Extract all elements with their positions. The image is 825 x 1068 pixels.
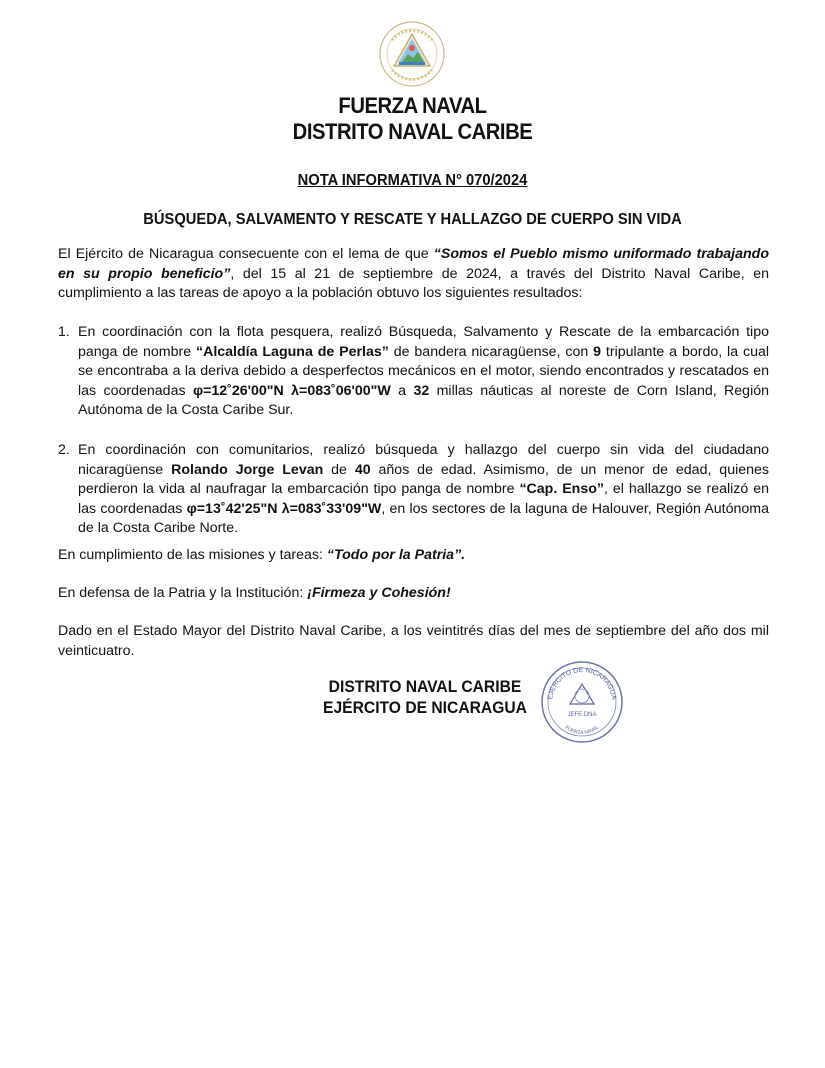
- list-item: [58, 441, 769, 539]
- coordinates: φ=13˚42'25"N λ=083˚33'09"W: [186, 500, 382, 517]
- missions-paragraph: [58, 546, 769, 566]
- list-item-text: [78, 323, 769, 421]
- item-text: de: [323, 461, 355, 478]
- official-stamp-icon: [540, 660, 624, 744]
- defense-motto: ¡Firmeza y Cohesión!: [307, 585, 451, 601]
- missions-text: En cumplimiento de las misiones y tareas:: [58, 547, 327, 563]
- item-text: , el hallazgo se realizó en las coordenadas: [78, 481, 769, 517]
- defense-paragraph: [58, 584, 769, 604]
- subject-heading: BÚSQUEDA, SALVAMENTO Y RESCATE Y HALLAZGO DE CUERPO SIN VIDA: [143, 211, 682, 228]
- crew-count: 9: [593, 343, 602, 360]
- seal-ring-text: EJERCITO DE NICARAGUA: [547, 666, 617, 701]
- seal-center-text: JEFE DNA: [567, 712, 597, 718]
- intro-text-1: El Ejército de Nicaragua consecuente con el lema de que: [58, 246, 434, 262]
- nicaragua-coat-of-arms-icon: [378, 20, 446, 88]
- list-item-number: 2.: [58, 442, 70, 458]
- item-text: millas náuticas al noreste de Corn Island, Región Autónoma de la Costa Caribe Sur.: [78, 382, 770, 418]
- item-text: años de edad. Asimismo, de un menor de edad, quienes perdieron la vida al naufragar la embarcación tipo panga de nombre: [78, 461, 769, 497]
- list-item: [58, 323, 769, 421]
- coordinates: φ=12˚26'00"N λ=083˚06'00"W: [192, 382, 391, 399]
- intro-text-2: , del 15 al 21 de septiembre de 2024, a través del Distrito Naval Caribe, en cumplimiento a las tareas de apoyo a la población obtuvo los siguientes resultados:: [58, 265, 769, 301]
- vessel-name: “Alcaldía Laguna de Perlas”: [196, 343, 389, 360]
- item-text: a: [390, 382, 414, 399]
- intro-paragraph: [58, 245, 769, 304]
- person-age: 40: [354, 461, 371, 478]
- distance-miles: 32: [413, 382, 430, 399]
- closing-paragraph: Dado en el Estado Mayor del Distrito Naval Caribe, a los veintitrés días del mes de septiembre del año dos mil veinticuatro.: [58, 623, 769, 659]
- list-item-number: 1.: [58, 324, 70, 340]
- person-name: Rolando Jorge Levan: [171, 461, 324, 478]
- header-line-1: FUERZA NAVAL: [338, 93, 487, 118]
- missions-motto: “Todo por la Patria”.: [326, 547, 466, 563]
- seal-bottom-text: FUERZA NAVAL: [563, 724, 601, 737]
- item-text: , en los sectores de la laguna de Halouver, Región Autónoma de la Costa Caribe Norte.: [78, 500, 770, 536]
- item-text: de bandera nicaragüense, con: [388, 343, 594, 360]
- item-text: En coordinación con comunitarios, realizó búsqueda y hallazgo del cuerpo sin vida del ciudadano nicaragüense: [78, 442, 769, 478]
- note-title: NOTA INFORMATIVA N° 070/2024: [297, 172, 528, 189]
- svg-text:FUERZA NAVAL: [564, 724, 601, 736]
- header-line-2: DISTRITO NAVAL CARIBE: [292, 119, 533, 144]
- list-item-text: [78, 441, 769, 539]
- vessel-name: “Cap. Enso”: [519, 481, 604, 497]
- item-text: tripulante a bordo, la cual se encontraba a la deriva debido a desperfectos mecánicos en el motor, siendo encontrados y rescatados en las coordenadas: [78, 343, 770, 399]
- signature-line-2: EJÉRCITO DE NICARAGUA: [323, 698, 527, 717]
- signature-line-1: DISTRITO NAVAL CARIBE: [328, 677, 522, 696]
- defense-text: En defensa de la Patria y la Institución:: [58, 585, 308, 601]
- intro-motto: “Somos el Pueblo mismo uniformado trabajando en su propio beneficio”: [58, 246, 769, 282]
- item-text: En coordinación con la flota pesquera, realizó Búsqueda, Salvamento y Rescate de la embarcación tipo panga de nombre: [78, 324, 769, 360]
